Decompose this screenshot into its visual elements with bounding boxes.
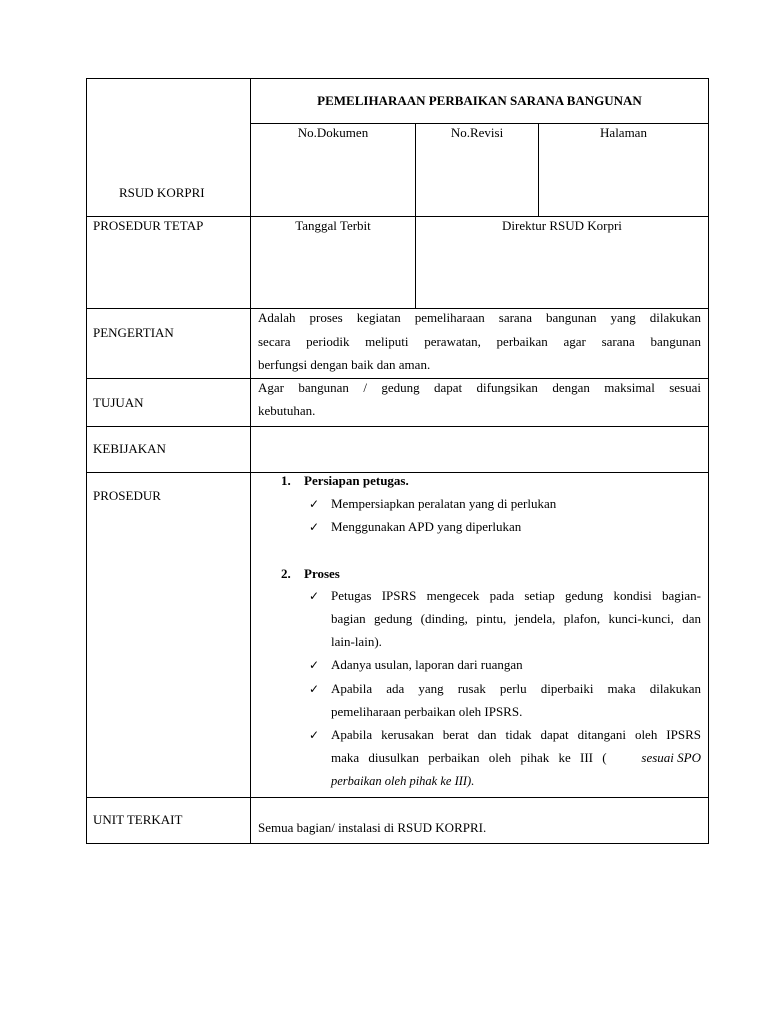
step-2-item-1-line-3: lain-lain). (331, 634, 382, 649)
step-1-item-1: Mempersiapkan peralatan yang di perlukan (331, 496, 557, 511)
step-2-item-4-line-2-text: maka diusulkan perbaikan oleh pihak ke III ( (331, 750, 607, 765)
prosedur-label: PROSEDUR (93, 488, 161, 503)
checkmark-icon: ✓ (309, 589, 320, 603)
step-2-item-3-line-1: Apabila ada yang rusak perlu diperbaiki maka dilakukan (331, 681, 701, 696)
step-2-item-4-line-2 (331, 750, 701, 766)
tujuan-line-1: Agar bangunan / gedung dapat difungsikan dengan maksimal sesuai (258, 380, 701, 395)
step-2-number: 2. (281, 566, 291, 581)
pengertian-line-3: berfungsi dengan baik dan aman. (258, 357, 431, 372)
no-revisi-label: No.Revisi (450, 125, 504, 140)
step-2-item-1-line-2: bagian gedung (dinding, pintu, jendela, plafon, kunci-kunci, dan (331, 611, 701, 626)
pengertian-label: PENGERTIAN (93, 325, 174, 340)
org-name: RSUD KORPRI (119, 185, 205, 200)
step-2-title: Proses (304, 566, 340, 581)
kebijakan-label: KEBIJAKAN (93, 441, 166, 456)
step-1-item-2: Menggunakan APD yang diperlukan (331, 519, 522, 534)
document-title: PEMELIHARAAN PERBAIKAN SARANA BANGUNAN (317, 93, 642, 108)
unit-terkait-value: Semua bagian/ instalasi di RSUD KORPRI. (258, 820, 487, 835)
step-2-item-1-line-1: Petugas IPSRS mengecek pada setiap gedung kondisi bagian- (331, 588, 701, 603)
step-2-item-4-line-2-italic: sesuai SPO (641, 750, 701, 765)
table-border-right (708, 78, 709, 844)
pengertian-line-1: Adalah proses kegiatan pemeliharaan sarana bangunan yang dilakukan (258, 310, 701, 325)
tujuan-label: TUJUAN (93, 395, 144, 410)
table-border-bottom (86, 843, 709, 844)
checkmark-icon: ✓ (309, 497, 320, 511)
table-rule-pengertian (86, 378, 709, 379)
step-2-item-4-line-3: perbaikan oleh pihak ke III). (331, 774, 475, 788)
step-2-item-3-line-2: pemeliharaan perbaikan oleh IPSRS. (331, 704, 523, 719)
table-rule-tujuan (86, 426, 709, 427)
tujuan-line-2: kebutuhan. (258, 403, 316, 418)
table-divider-revisi (415, 123, 416, 309)
checkmark-icon: ✓ (309, 520, 320, 534)
step-2-item-2: Adanya usulan, laporan dari ruangan (331, 657, 523, 672)
direktur-label: Direktur RSUD Korpri (502, 218, 622, 233)
pengertian-line-2: secara periodik meliputi perawatan, perbaikan agar sarana bangunan (258, 334, 701, 349)
checkmark-icon: ✓ (309, 658, 320, 672)
table-rule-header (86, 216, 709, 217)
step-2-item-4-line-1: Apabila kerusakan berat dan tidak dapat ditangani oleh IPSRS (331, 727, 701, 742)
table-border-left (86, 78, 87, 844)
checkmark-icon: ✓ (309, 728, 320, 742)
table-rule-prosedur (86, 797, 709, 798)
step-1-title: Persiapan petugas. (304, 473, 409, 488)
unit-terkait-label: UNIT TERKAIT (93, 812, 183, 827)
table-border-top (86, 78, 709, 79)
tanggal-terbit-label: Tanggal Terbit (295, 218, 371, 233)
table-rule-prosedur-tetap (86, 308, 709, 309)
no-dokumen-label: No.Dokumen (297, 125, 369, 140)
prosedur-tetap-label: PROSEDUR TETAP (93, 218, 204, 233)
halaman-label: Halaman (600, 125, 647, 140)
table-divider-main (250, 78, 251, 844)
table-rule-title (250, 123, 709, 124)
checkmark-icon: ✓ (309, 682, 320, 696)
step-1-number: 1. (281, 473, 291, 488)
